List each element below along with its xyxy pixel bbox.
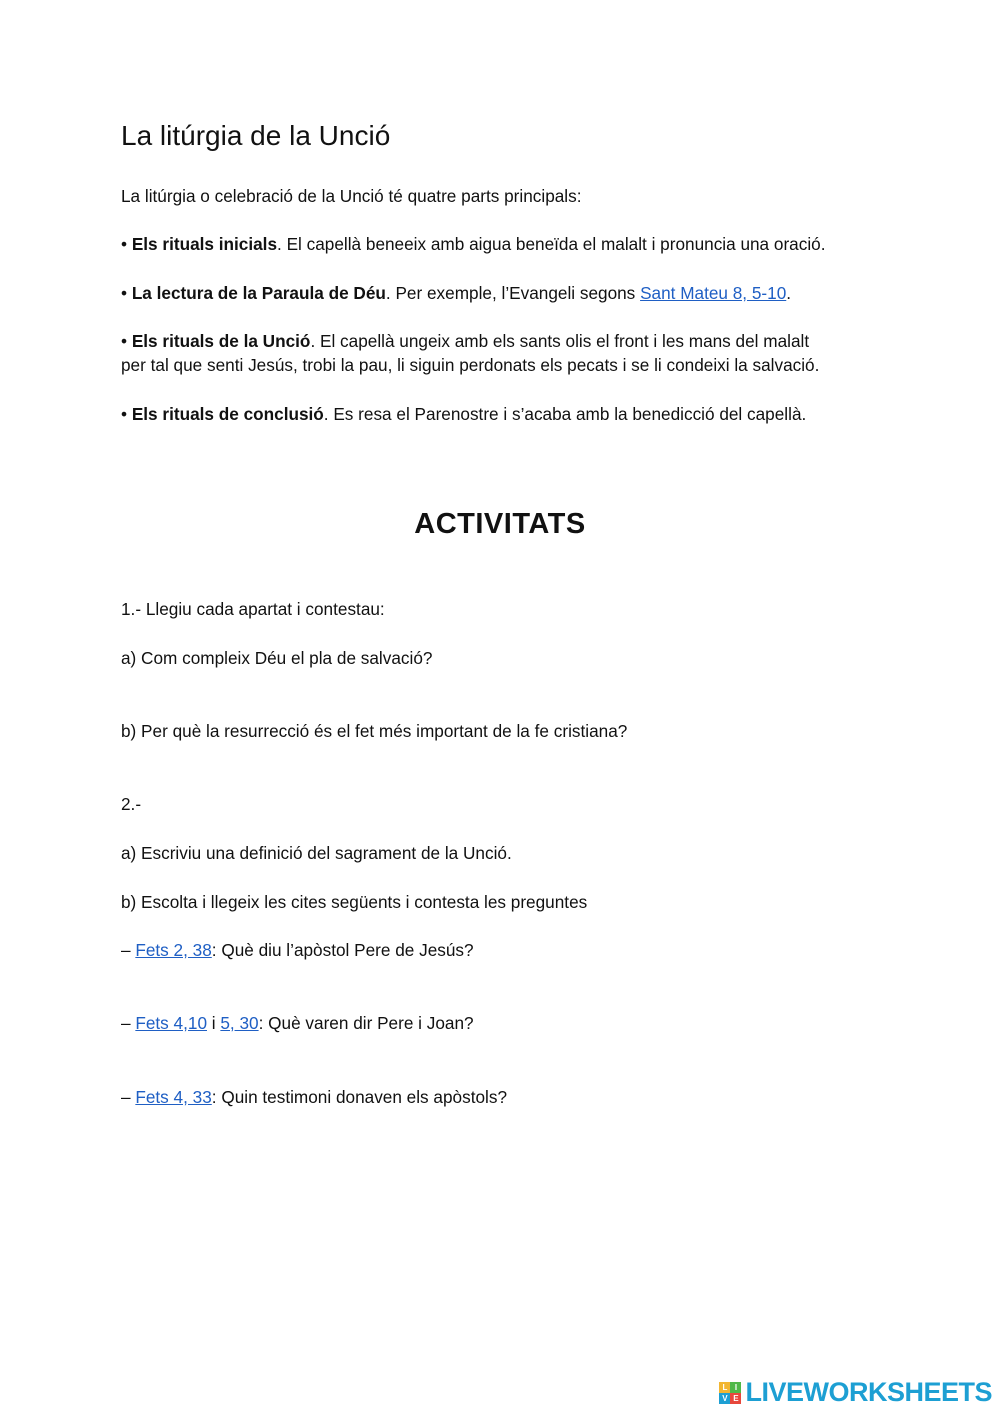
citation-connector: i — [207, 1013, 221, 1033]
logo-letter: V — [719, 1393, 730, 1404]
liveworksheets-logo-icon — [719, 1382, 741, 1404]
bullet-heading: Els rituals inicials — [131, 234, 278, 254]
activities-heading: ACTIVITATS — [414, 508, 586, 540]
link-fets-4-33[interactable]: Fets 4, 33 — [135, 1087, 212, 1107]
bullet-text: . El capellà ungeix amb els sants olis el front i les mans del malalt — [310, 331, 810, 351]
citation-dash: – — [121, 940, 131, 960]
brand-name: LIVEWORKSHEETS — [745, 1377, 992, 1407]
bullet-text: . El capellà beneeix amb aigua beneïda el malalt i pronuncia una oració. — [277, 234, 826, 254]
citation-question: : Què varen dir Pere i Joan? — [258, 1013, 474, 1033]
link-sant-mateu[interactable]: Sant Mateu 8, 5-10 — [640, 283, 787, 303]
bullet-marker: • — [121, 283, 128, 303]
bullet-text: . Es resa el Parenostre i s’acaba amb la benedicció del capellà. — [323, 404, 807, 424]
question-1a: a) Com compleix Déu el pla de salvació? — [121, 648, 433, 668]
logo-letter: L — [719, 1382, 730, 1393]
bullet-text-end: . — [786, 283, 792, 303]
bullet-marker: • — [121, 331, 128, 351]
bullet-text: . Per exemple, l’Evangeli segons — [385, 283, 641, 303]
citation-dash: – — [121, 1013, 131, 1033]
question-2b: b) Escolta i llegeix les cites següents i contesta les preguntes — [121, 892, 588, 912]
logo-letter: E — [730, 1393, 741, 1404]
page-title: La litúrgia de la Unció — [121, 120, 391, 151]
citation-dash: – — [121, 1087, 131, 1107]
intro-paragraph: La litúrgia o celebració de la Unció té quatre parts principals: — [121, 186, 582, 206]
bullet-marker: • — [121, 234, 128, 254]
question-2a: a) Escriviu una definició del sagrament de la Unció. — [121, 843, 512, 863]
bullet-rituals-uncio — [121, 329, 809, 353]
question-1-intro: 1.- Llegiu cada apartat i contestau: — [121, 599, 385, 619]
citation-item — [121, 1011, 474, 1035]
bullet-lectura — [121, 281, 791, 305]
citation-item — [121, 1085, 507, 1109]
bullet-heading: Els rituals de conclusió — [131, 404, 324, 424]
citation-question: : Quin testimoni donaven els apòstols? — [211, 1087, 508, 1107]
bullet-marker: • — [121, 404, 128, 424]
liveworksheets-brand — [719, 1377, 992, 1408]
bullet-heading: La lectura de la Paraula de Déu — [131, 283, 386, 303]
bullet-heading: Els rituals de la Unció — [131, 331, 311, 351]
link-5-30[interactable]: 5, 30 — [220, 1013, 259, 1033]
citation-item — [121, 938, 474, 962]
link-fets-2-38[interactable]: Fets 2, 38 — [135, 940, 212, 960]
bullet-rituals-uncio-line2: per tal que senti Jesús, trobi la pau, li siguin perdonats els pecats i se li condeixi la salvació. — [121, 355, 820, 375]
question-1b: b) Per què la resurrecció és el fet més important de la fe cristiana? — [121, 721, 628, 741]
bullet-rituals-inicials — [121, 232, 825, 256]
link-fets-4-10[interactable]: Fets 4,10 — [135, 1013, 207, 1033]
citation-question: : Què diu l’apòstol Pere de Jesús? — [211, 940, 474, 960]
bullet-rituals-conclusio — [121, 402, 806, 426]
question-2-intro: 2.- — [121, 794, 142, 814]
logo-letter: I — [730, 1382, 741, 1393]
